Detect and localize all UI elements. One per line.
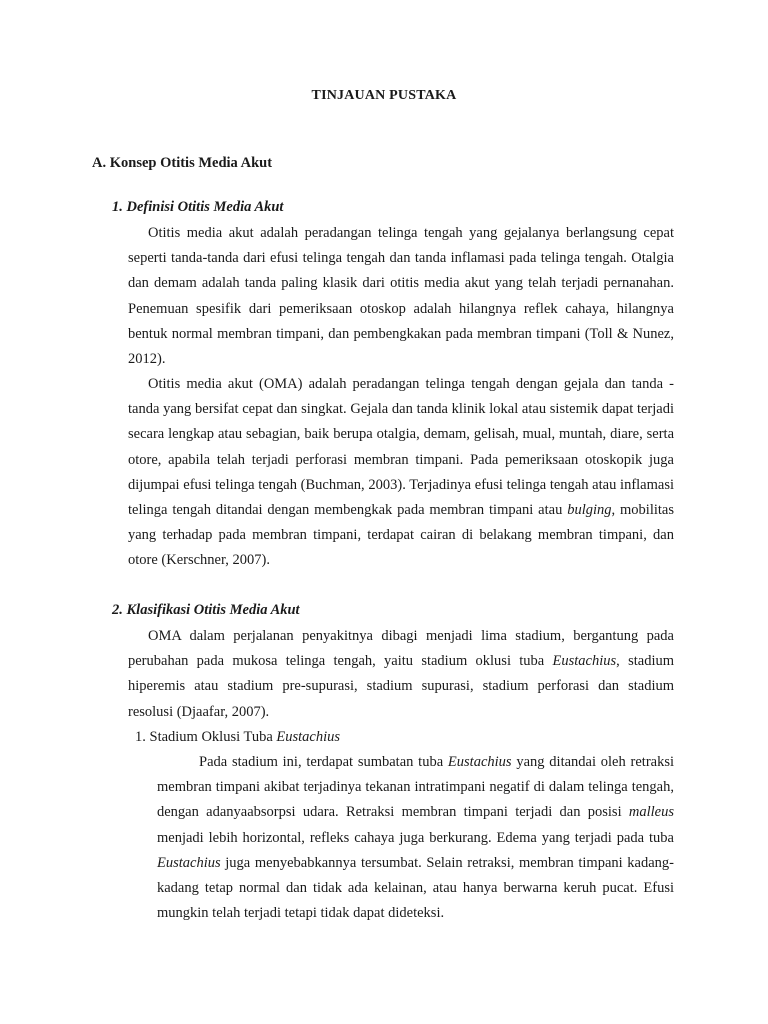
paragraph-definisi-2 bbox=[128, 372, 674, 574]
italic-term: Eustachius bbox=[276, 729, 341, 745]
text-run: , mobilitas yang terhadap pada membran timpani, terdapat cairan di belakang membran timpani, dan otore (Kerschner, 2007). bbox=[128, 502, 674, 569]
subsection-heading-klasifikasi: 2. Klasifikasi Otitis Media Akut bbox=[112, 602, 300, 618]
subsection-heading-definisi: 1. Definisi Otitis Media Akut bbox=[112, 199, 284, 215]
numbered-item-stadium-oklusi bbox=[135, 729, 340, 746]
italic-term: Eustachius bbox=[157, 854, 221, 871]
paragraph-definisi-1: Otitis media akut adalah peradangan telinga tengah yang gejalanya berlangsung cepat seperti tanda-tanda dari efusi telinga tengah dan tanda inflamasi pada telinga tengah. Otalgia dan demam adalah tanda paling klasik dari otitis media akut yang telah terjadi pernanahan. Penemuan spesifik dari pemeriksaan otoskop adalah hilangnya reflek cahaya, hilangnya bentuk normal membran timpani, dan pembengkakan pada membran timpani (Toll & Nunez, 2012). bbox=[128, 225, 674, 368]
italic-term: Eustachius bbox=[552, 653, 617, 670]
text-run: juga menyebabkannya tersumbat. Selain retraksi, membran timpani kadang-kadang tetap normal dan tidak ada kelainan, atau hanya berwarna keruh pucat. Efusi mungkin telah terjadi tetapi tidak dapat dideteksi. bbox=[157, 854, 674, 922]
section-heading-a: A. Konsep Otitis Media Akut bbox=[92, 155, 273, 171]
text-run: OMA dalam perjalanan penyakitnya dibagi menjadi lima stadium, bergantung pada perubahan pada mukosa telinga tengah, yaitu stadium oklusi tuba bbox=[128, 628, 674, 670]
italic-term: Eustachius bbox=[447, 754, 512, 770]
text-run: , stadium hiperemis atau stadium pre-supurasi, stadium supurasi, stadium perforasi dan stadium resolusi (Djaafar, 2007). bbox=[128, 653, 675, 720]
item-label: 1. Stadium Oklusi Tuba bbox=[135, 729, 277, 745]
text-run: Otitis media akut (OMA) adalah peradangan telinga tengah dengan gejala dan tanda - tanda yang bersifat cepat dan singkat. Gejala dan tanda klinik lokal atau sistemik dapat terjadi secara lengkap atau sebagian, baik berupa otalgia, demam, gelisah, mual, muntah, diare, serta otore, apabila telah terjadi perforasi membran timpani. Pada pemeriksaan otoskopik juga dijumpai efusi telinga tengah (Buchman, 2003). Terjadinya efusi telinga tengah atau inflamasi telinga tengah ditandai dengan membengkak pada membran timpani atau bbox=[128, 376, 674, 519]
text-run: menjadi lebih horizontal, refleks cahaya juga berkurang. Edema yang terjadi pada tuba bbox=[157, 829, 674, 846]
paragraph-stadium-oklusi bbox=[157, 750, 674, 926]
text-run: Pada stadium ini, terdapat sumbatan tuba bbox=[199, 754, 448, 770]
italic-term: malleus bbox=[628, 804, 674, 821]
text-run: yang ditandai oleh retraksi membran timpani akibat terjadinya tekanan intratimpani negatif di dalam telinga tengah, dengan adanyaabsorpsi udara. Retraksi membran timpani terjadi dan posisi bbox=[157, 754, 674, 821]
page-title: TINJAUAN PUSTAKA bbox=[311, 88, 457, 103]
paragraph-klasifikasi-1 bbox=[128, 624, 674, 725]
italic-term: bulging bbox=[567, 502, 612, 519]
